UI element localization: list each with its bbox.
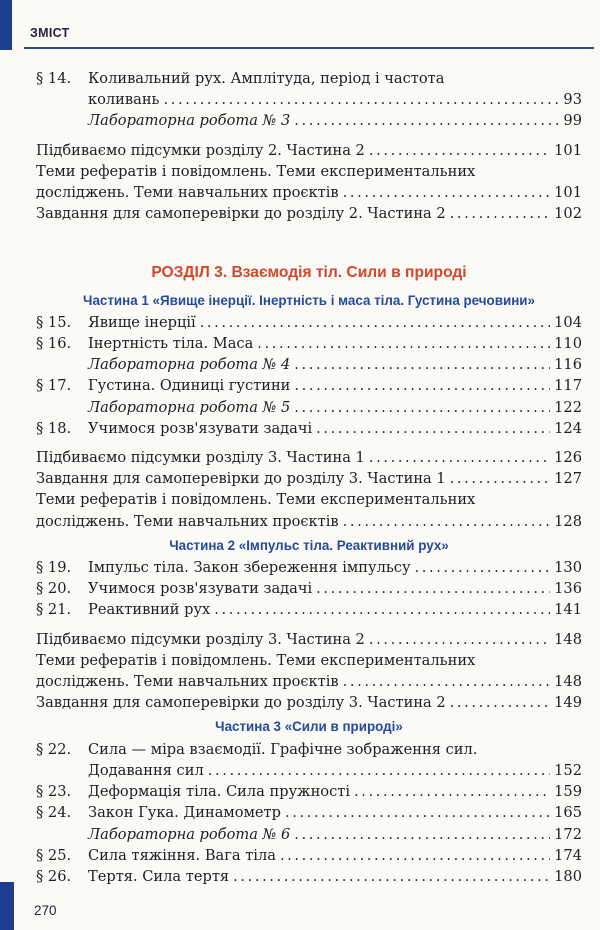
dot-leader <box>343 671 551 692</box>
entry-title: Інертність тіла. Маса <box>88 335 254 353</box>
part-heading: Частина 1 «Явище інерції. Інертність і маса тіла. Густина речовини» <box>83 292 535 308</box>
dot-leader <box>369 447 550 468</box>
dot-leader <box>214 599 550 620</box>
page-number: 116 <box>554 356 582 374</box>
page-number: 128 <box>554 512 582 530</box>
toc-topics-2[interactable] <box>36 161 582 182</box>
toc-lab-5[interactable] <box>36 397 582 418</box>
page-number: 136 <box>554 580 582 598</box>
entry-title: Лабораторна робота № 3 <box>88 112 291 130</box>
page-number: 152 <box>554 761 582 779</box>
entry-title: Коливальний рух. Амплітуда, період і частота <box>88 70 445 87</box>
section-number: § 21. <box>36 601 72 619</box>
dot-leader <box>369 629 550 650</box>
page-number: 104 <box>554 313 582 331</box>
page-number: 141 <box>554 601 582 619</box>
header-rule <box>24 47 594 49</box>
page-number: 126 <box>554 449 582 467</box>
entry-title: Завдання для самоперевірки до розділу 3. Частина 2 <box>36 694 446 712</box>
toc-selftest-2-2[interactable] <box>36 203 582 224</box>
toc-entry-19[interactable] <box>36 557 582 578</box>
table-of-contents <box>36 68 582 887</box>
page-number: 148 <box>554 673 582 691</box>
dot-leader <box>233 866 550 887</box>
toc-topics-3-2[interactable] <box>36 650 582 671</box>
toc-entry-14[interactable] <box>36 68 582 89</box>
dot-leader <box>450 203 550 224</box>
entry-title: Сила — міра взаємодії. Графічне зображення сил. <box>88 740 478 758</box>
section-number: § 16. <box>36 335 72 353</box>
page-number: 110 <box>554 335 582 353</box>
dot-leader <box>294 110 559 131</box>
page-number: 159 <box>554 783 582 801</box>
dot-leader <box>280 845 550 866</box>
page-number: 102 <box>554 205 582 223</box>
dot-leader <box>369 140 550 161</box>
dot-leader <box>164 89 560 110</box>
part-heading: Частина 3 «Сили в природі» <box>215 719 403 735</box>
entry-title: Лабораторна робота № 5 <box>88 398 291 416</box>
section-number: § 19. <box>36 559 72 577</box>
entry-title: Закон Гука. Динамометр <box>88 804 281 822</box>
running-header: ЗМІСТ <box>30 26 70 40</box>
page-number: 99 <box>563 112 582 130</box>
section-number: § 23. <box>36 783 72 801</box>
entry-title: Додавання сил <box>88 761 204 779</box>
dot-leader <box>316 578 550 599</box>
toc-entry-17[interactable] <box>36 375 582 396</box>
entry-title: Реактивний рух <box>88 601 211 619</box>
toc-entry-26[interactable] <box>36 866 582 887</box>
entry-title: Теми рефератів і повідомлень. Теми експериментальних <box>36 162 476 180</box>
part-heading: Частина 2 «Імпульс тіла. Реактивний рух» <box>169 537 449 553</box>
dot-leader <box>450 692 550 713</box>
entry-title: Густина. Одиниці густини <box>88 377 291 395</box>
dot-leader <box>450 468 550 489</box>
entry-title: коливань <box>88 91 160 109</box>
toc-topics-3-1[interactable] <box>36 489 582 510</box>
toc-topics-3-1-cont[interactable] <box>36 511 582 532</box>
page-number: 124 <box>554 419 582 437</box>
section-number: § 26. <box>36 867 72 885</box>
dot-leader <box>208 760 550 781</box>
page-number: 130 <box>554 559 582 577</box>
entry-title: Деформація тіла. Сила пружності <box>88 783 351 801</box>
toc-entry-18[interactable] <box>36 418 582 439</box>
entry-title: Учимося розв'язувати задачі <box>88 419 313 437</box>
section-number: § 15. <box>36 313 72 331</box>
toc-entry-23[interactable] <box>36 781 582 802</box>
toc-entry-22-cont[interactable] <box>36 760 582 781</box>
toc-summary-2-2[interactable] <box>36 140 582 161</box>
toc-entry-20[interactable] <box>36 578 582 599</box>
page-number: 149 <box>554 694 582 712</box>
toc-entry-24[interactable] <box>36 802 582 823</box>
entry-title: Завдання для самоперевірки до розділу 2. Частина 2 <box>36 205 446 223</box>
dot-leader <box>257 333 550 354</box>
entry-title: Завдання для самоперевірки до розділу 3. Частина 1 <box>36 470 446 488</box>
toc-summary-3-2[interactable] <box>36 629 582 650</box>
page-number: 165 <box>554 804 582 822</box>
page-number: 101 <box>554 141 582 159</box>
dot-leader <box>294 354 550 375</box>
chapter-heading: РОЗДІЛ 3. Взаємодія тіл. Сили в природі <box>151 264 467 282</box>
entry-title: Тертя. Сила тертя <box>88 867 230 885</box>
section-number: § 17. <box>36 377 72 395</box>
section-number: § 14. <box>36 70 72 87</box>
page-number: 174 <box>554 846 582 864</box>
dot-leader <box>294 375 550 396</box>
toc-lab-3[interactable] <box>36 110 582 131</box>
dot-leader <box>294 397 550 418</box>
toc-entry-25[interactable] <box>36 845 582 866</box>
entry-title: Підбиваємо підсумки розділу 3. Частина 2 <box>36 630 365 648</box>
section-number: § 22. <box>36 740 72 758</box>
entry-title: досліджень. Теми навчальних проєктів <box>36 512 339 530</box>
dot-leader <box>200 312 550 333</box>
page-number: 148 <box>554 630 582 648</box>
entry-title: Сила тяжіння. Вага тіла <box>88 846 276 864</box>
toc-selftest-3-1[interactable] <box>36 468 582 489</box>
page-number: 180 <box>554 867 582 885</box>
page-number: 127 <box>554 470 582 488</box>
toc-entry-16[interactable] <box>36 333 582 354</box>
section-number: § 24. <box>36 804 72 822</box>
dot-leader <box>294 824 550 845</box>
toc-entry-22[interactable] <box>36 739 582 760</box>
dot-leader <box>415 557 551 578</box>
entry-title: Теми рефератів і повідомлень. Теми експериментальних <box>36 651 476 669</box>
entry-title: Лабораторна робота № 6 <box>88 825 291 843</box>
entry-title: досліджень. Теми навчальних проєктів <box>36 184 339 202</box>
entry-title: Імпульс тіла. Закон збереження імпульсу <box>88 559 411 577</box>
folio-page-number: 270 <box>34 903 57 918</box>
dot-leader <box>316 418 550 439</box>
entry-title: досліджень. Теми навчальних проєктів <box>36 673 339 691</box>
entry-title: Явище інерції <box>88 313 196 331</box>
corner-accent-bottom <box>0 882 14 930</box>
entry-title: Теми рефератів і повідомлень. Теми експериментальних <box>36 491 476 509</box>
corner-accent-top <box>0 0 12 50</box>
toc-summary-3-1[interactable] <box>36 447 582 468</box>
toc-topics-3-2-cont[interactable] <box>36 671 582 692</box>
section-number: § 20. <box>36 580 72 598</box>
dot-leader <box>285 802 550 823</box>
section-number: § 25. <box>36 846 72 864</box>
dot-leader <box>343 182 551 203</box>
toc-lab-4[interactable] <box>36 354 582 375</box>
toc-lab-6[interactable] <box>36 824 582 845</box>
toc-entry-15[interactable] <box>36 312 582 333</box>
page-number: 93 <box>563 91 582 109</box>
page-number: 172 <box>554 825 582 843</box>
toc-selftest-3-2[interactable] <box>36 692 582 713</box>
entry-title: Учимося розв'язувати задачі <box>88 580 313 598</box>
toc-entry-21[interactable] <box>36 599 582 620</box>
dot-leader <box>343 511 551 532</box>
entry-title: Підбиваємо підсумки розділу 2. Частина 2 <box>36 141 365 159</box>
page-number: 117 <box>554 377 582 395</box>
section-number: § 18. <box>36 419 72 437</box>
page-number: 122 <box>554 398 582 416</box>
entry-title: Підбиваємо підсумки розділу 3. Частина 1 <box>36 449 365 467</box>
entry-title: Лабораторна робота № 4 <box>88 356 291 374</box>
page-number: 101 <box>554 184 582 202</box>
dot-leader <box>354 781 550 802</box>
toc-entry-14-cont[interactable] <box>36 89 582 110</box>
toc-topics-2-cont[interactable] <box>36 182 582 203</box>
